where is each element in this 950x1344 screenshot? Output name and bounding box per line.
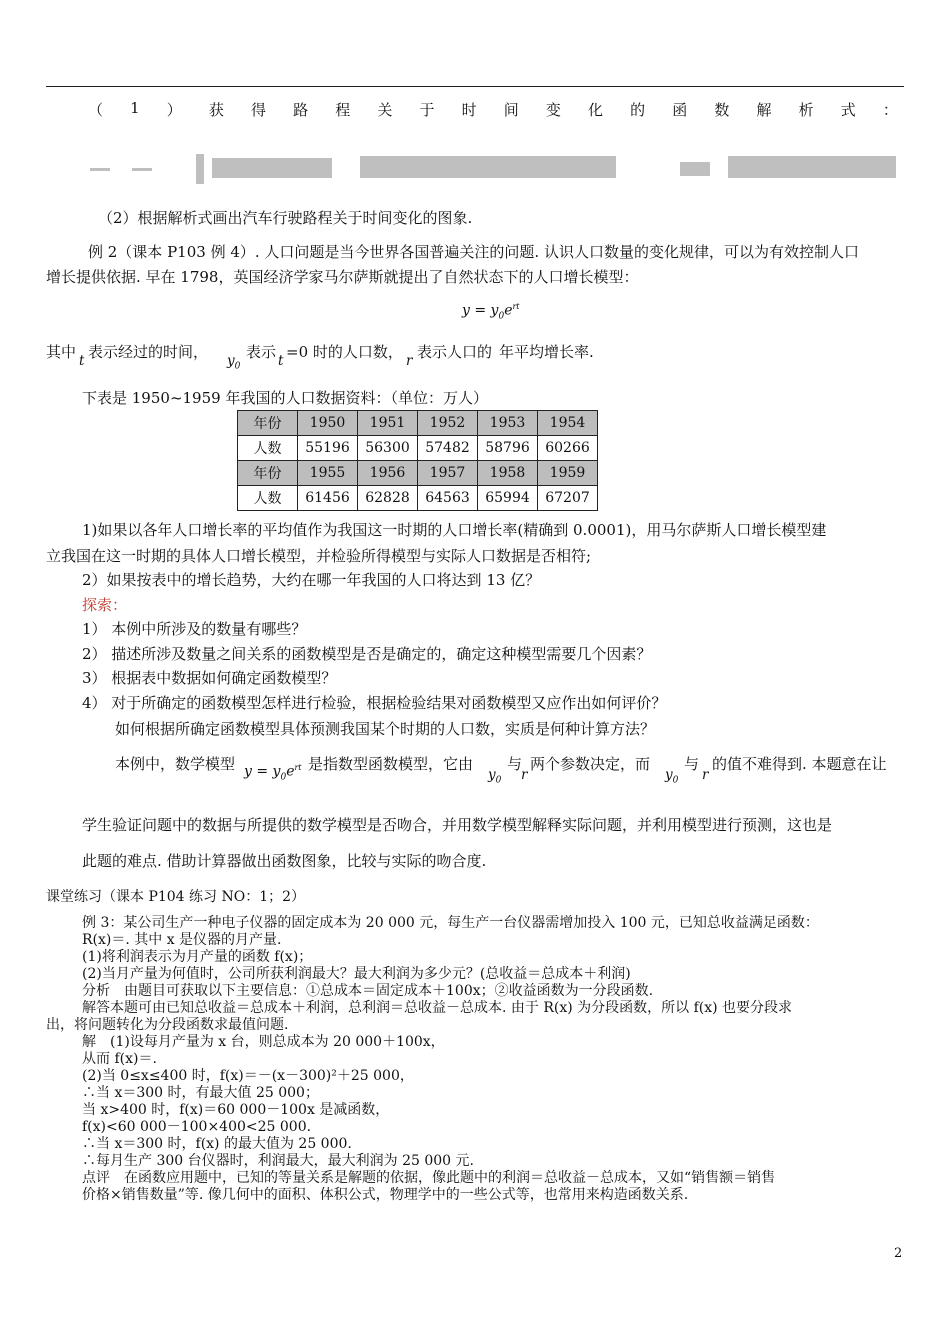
table-cell: 64563 xyxy=(418,486,478,511)
comment-y0 xyxy=(488,767,501,786)
table-cell: 1951 xyxy=(358,411,418,436)
table-cell: 67207 xyxy=(538,486,598,511)
item-2 xyxy=(98,207,472,228)
example3-l15: ∴每月生产 300 台仪器时，利润最大，最大利润为 25 000 元. xyxy=(82,1153,474,1169)
malthus-formula xyxy=(462,302,520,321)
comment-formula-lhs: y = y xyxy=(244,763,281,780)
example3-l4: (2)当月产量为何值时，公司所获利润最大？最大利润为多少元？(总收益＝总成本＋利润) xyxy=(82,966,631,982)
table-row xyxy=(238,461,598,486)
table-cell: 1950 xyxy=(298,411,358,436)
example3-l6: 解答本题可由已知总收益＝总成本＋利润，总利润＝总收益－总成本. 由于 R(x) 为分段函数，所以 f(x) 也要分段求 xyxy=(82,1000,793,1016)
explore-4: 4） 对于所确定的函数模型怎样进行检验，根据检验结果对函数模型又应作出如何评价？ xyxy=(82,694,667,712)
comment-formula-sup: rt xyxy=(294,763,302,772)
comment-c: 与 xyxy=(507,755,523,773)
heading-char: 关 xyxy=(377,101,393,119)
where-a: 其中 xyxy=(46,343,77,361)
example2-line2: 增长提供依据. 早在 1798，英国经济学家马尔萨斯就提出了自然状态下的人口增长模型： xyxy=(46,268,639,286)
example3-l9: 从而 f(x)＝. xyxy=(82,1051,157,1067)
heading-char: 数 xyxy=(714,101,730,119)
heading-char: 时 xyxy=(461,101,477,119)
example3-l14: ∴当 x＝300 时，f(x) 的最大值为 25 000. xyxy=(82,1136,352,1152)
explore-2: 2） 描述所涉及数量之间关系的函数模型是否是确定的，确定这种模型需要几个因素？ xyxy=(82,645,652,663)
explore-5: 如何根据所确定函数模型具体预测我国某个时期的人口数，实质是何种计算方法？ xyxy=(115,720,656,738)
comment-y0-letter: y xyxy=(488,767,496,783)
table-cell: 65994 xyxy=(478,486,538,511)
where-b: 表示经过的时间， xyxy=(88,343,209,361)
item-2-text: （2）根据解析式画出汽车行驶路程关于时间变化的图象. xyxy=(98,209,473,227)
table-cell: 56300 xyxy=(358,436,418,461)
explore-3: 3） 根据表中数据如何确定函数模型？ xyxy=(82,669,337,687)
example3-l11: ∴当 x＝300 时，有最大值 25 000； xyxy=(82,1085,319,1101)
example3-l2: R(x)＝. 其中 x 是仪器的月产量. xyxy=(82,932,282,948)
heading-char: 化 xyxy=(588,101,604,119)
heading-char: （ xyxy=(88,101,104,119)
formula-sub: 0 xyxy=(498,311,505,322)
heading-char: 式 xyxy=(840,101,856,119)
heading-char: 于 xyxy=(419,101,435,119)
question-1b: 立我国在这一时期的具体人口增长模型，并检验所得模型与实际人口数据是否相符; xyxy=(46,547,592,565)
table-cell: 人数 xyxy=(238,436,298,461)
heading-char: 的 xyxy=(630,101,646,119)
heading-line xyxy=(88,99,898,120)
table-cell: 1953 xyxy=(478,411,538,436)
comment-r2: r xyxy=(702,767,709,783)
example3-l1: 例 3：某公司生产一种电子仪器的固定成本为 20 000 元，每生产一台仪器需增加投入 100 元，已知总收益满足函数： xyxy=(82,915,819,931)
table-cell: 60266 xyxy=(538,436,598,461)
example3-l8: 解 (1)设每月产量为 x 台，则总成本为 20 000＋100x， xyxy=(82,1034,445,1050)
comment-y0b xyxy=(665,767,678,786)
comment-line1 xyxy=(115,753,905,787)
example3-l10: (2)当 0≤x≤400 时，f(x)＝－(x－300)²＋25 000， xyxy=(82,1068,414,1084)
table-cell: 58796 xyxy=(478,436,538,461)
table-cell: 1957 xyxy=(418,461,478,486)
heading-char: 程 xyxy=(335,101,351,119)
example3-l5: 分析 由题目可获取以下主要信息：①总成本＝固定成本＋100x；②收益函数为一分段函数. xyxy=(82,983,654,999)
example3-l12: 当 x>400 时，f(x)＝60 000－100x 是减函数， xyxy=(82,1102,390,1118)
comment-y0b-sub: 0 xyxy=(672,775,679,786)
practice-line: 课堂练习（课本 P104 练习 NO：1；2） xyxy=(46,889,306,905)
where-y0-letter: y xyxy=(227,353,235,369)
table-cell: 1955 xyxy=(298,461,358,486)
example3-l13: f(x)<60 000－100×400<25 000. xyxy=(82,1119,312,1135)
where-c: 表示 xyxy=(246,343,277,361)
table-intro: 下表是 1950~1959 年我国的人口数据资料：（单位：万人） xyxy=(82,389,488,407)
question-1a: 1)如果以各年人口增长率的平均值作为我国这一时期的人口增长率(精确到 0.0001)，用马尔萨斯人口增长模型建 xyxy=(82,521,827,539)
heading-char: 间 xyxy=(503,101,519,119)
comment-e: 与 xyxy=(684,755,700,773)
table-cell: 1954 xyxy=(538,411,598,436)
example3-l17: 价格×销售数量”等. 像几何中的面积、体积公式，物理学中的一些公式等，也常用来构造函数关系. xyxy=(82,1187,689,1203)
where-y0-sub: 0 xyxy=(234,361,241,372)
comment-y0-sub: 0 xyxy=(495,775,502,786)
comment-formula-sub: 0 xyxy=(280,772,287,783)
comment-a: 本例中，数学模型 xyxy=(115,755,236,773)
heading-char: 1 xyxy=(130,99,140,117)
example3-l7: 出，将问题转化为分段函数求最值问题. xyxy=(46,1017,289,1033)
example3-l3: (1)将利润表示为月产量的函数 f(x)； xyxy=(82,949,313,965)
heading-char: 得 xyxy=(251,101,267,119)
table-cell: 55196 xyxy=(298,436,358,461)
formula-sup: rt xyxy=(512,302,520,311)
table-row xyxy=(238,436,598,461)
where-y0 xyxy=(227,353,240,372)
blurred-formula-image xyxy=(88,152,898,186)
formula-lhs: y = y xyxy=(462,302,499,319)
heading-char: 获 xyxy=(208,101,224,119)
comment-b: 是指数型函数模型，它由 xyxy=(308,755,474,773)
table-cell: 年份 xyxy=(238,411,298,436)
comment-y0b-letter: y xyxy=(665,767,673,783)
heading-char: ） xyxy=(166,101,182,119)
table-cell: 57482 xyxy=(418,436,478,461)
where-d: =0 时的人口数， xyxy=(286,343,403,361)
heading-char: 函 xyxy=(672,101,688,119)
where-f: 年平均增长率. xyxy=(499,343,594,361)
heading-char: 解 xyxy=(756,101,772,119)
where-line xyxy=(46,341,906,371)
where-t: t xyxy=(79,353,85,369)
table-row xyxy=(238,411,598,436)
comment-formula xyxy=(244,763,302,782)
example2-line1: 例 2（课本 P103 例 4）. 人口问题是当今世界各国普遍关注的问题. 认识人口数量的变化规律，可以为有效控制人口 xyxy=(88,243,859,261)
explore-label: 探索： xyxy=(82,596,128,614)
where-e: 表示人口的 xyxy=(417,343,493,361)
table-cell: 1959 xyxy=(538,461,598,486)
where-t2: t xyxy=(278,353,284,369)
table-cell: 62828 xyxy=(358,486,418,511)
table-cell: 年份 xyxy=(238,461,298,486)
heading-char: 析 xyxy=(798,101,814,119)
comment-formula-e: e xyxy=(286,763,295,780)
question-2: 2）如果按表中的增长趋势，大约在哪一年我国的人口将达到 13 亿？ xyxy=(82,571,541,589)
table-cell: 1952 xyxy=(418,411,478,436)
comment-f: 的值不难得到. 本题意在让 xyxy=(712,755,887,773)
comment-line3: 此题的难点. 借助计算器做出函数图象，比较与实际的吻合度. xyxy=(82,852,487,870)
comment-r: r xyxy=(521,767,528,783)
heading-char: 路 xyxy=(293,101,309,119)
table-cell: 1956 xyxy=(358,461,418,486)
population-table xyxy=(237,410,598,511)
example3-l16: 点评 在函数应用题中，已知的等量关系是解题的依据，像此题中的利润＝总收益－总成本，又如“销售额＝销售 xyxy=(82,1170,776,1186)
table-cell: 1958 xyxy=(478,461,538,486)
heading-char: 变 xyxy=(545,101,561,119)
header-rule xyxy=(46,86,904,87)
formula-e: e xyxy=(504,302,513,319)
table-cell: 61456 xyxy=(298,486,358,511)
comment-line2: 学生验证问题中的数据与所提供的数学模型是否吻合，并用数学模型解释实际问题，并利用模型进行预测，这也是 xyxy=(82,816,833,834)
explore-1: 1） 本例中所涉及的数量有哪些？ xyxy=(82,620,307,638)
heading-char: ： xyxy=(882,101,898,119)
page-number: 2 xyxy=(894,1246,903,1261)
comment-d: 两个参数决定，而 xyxy=(530,755,651,773)
table-cell: 人数 xyxy=(238,486,298,511)
where-r: r xyxy=(406,353,413,369)
table-row xyxy=(238,486,598,511)
